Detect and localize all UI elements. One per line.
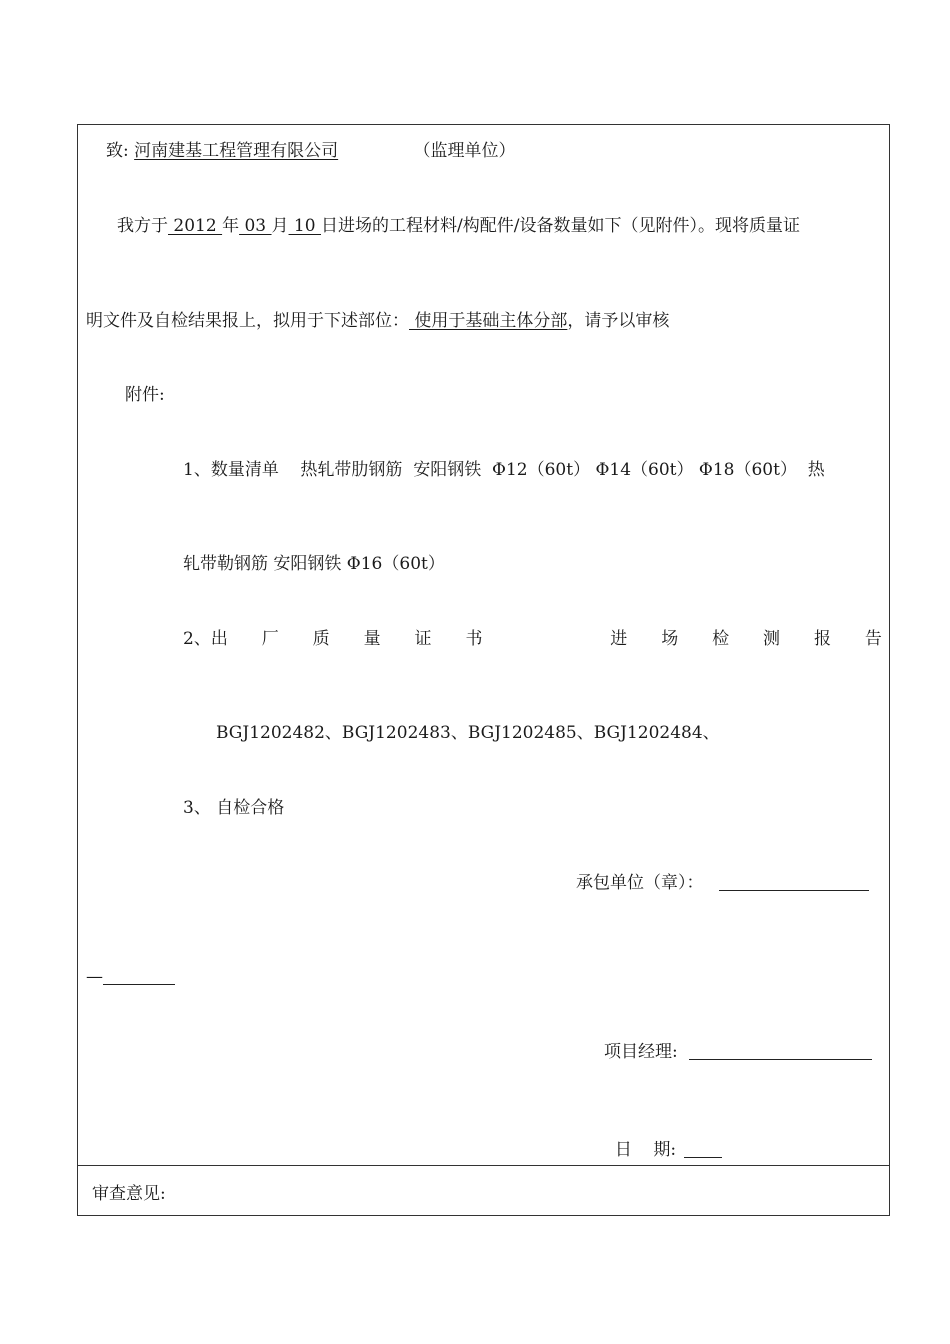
stray-blank: [103, 966, 175, 985]
stray-mark: —: [86, 967, 103, 987]
year-unit: 年: [222, 216, 240, 236]
item2-char: 厂: [261, 629, 279, 649]
recipient-role: （监理单位）: [413, 141, 516, 161]
attachments-label: 附件:: [125, 385, 165, 405]
attachment-item-1-line-1: 1、数量清单 热轧带肋钢筋 安阳钢铁 Φ12（60t） Φ14（60t） Φ18（60t） 热: [183, 460, 825, 480]
item2-char: 量: [363, 629, 381, 649]
date-line: [604, 1114, 722, 1162]
manager-line: [604, 1040, 872, 1064]
usage-suffix: ，请予以审核: [567, 311, 670, 331]
item2-char: 证: [414, 629, 432, 649]
item2-char: 2、出: [183, 629, 228, 649]
recipient-line: [106, 139, 516, 163]
intro-line-1: [117, 214, 800, 238]
date-label: 日 期:: [614, 1140, 677, 1160]
item2-char: 进: [610, 629, 628, 649]
intro-prefix: 我方于: [117, 216, 168, 236]
review-divider: [77, 1165, 890, 1166]
contractor-label: 承包单位（章）：: [576, 873, 704, 893]
intro-line-2: [86, 309, 669, 333]
item2-gap: [516, 627, 576, 651]
entry-day: 10: [288, 216, 321, 236]
item2-char: 告: [864, 629, 882, 649]
usage-prefix: 明文件及自检结果报上，拟用于下述部位：: [86, 311, 409, 331]
item2-char: 场: [661, 629, 679, 649]
month-unit: 月: [271, 216, 289, 236]
attachment-item-2-line-1: [183, 627, 882, 651]
manager-label: 项目经理:: [604, 1042, 678, 1062]
intro-suffix: 日进场的工程材料/构配件/设备数量如下（见附件）。现将质量证: [320, 216, 800, 236]
attachment-item-3: 3、 自检合格: [183, 798, 285, 818]
entry-year: 2012: [168, 216, 223, 236]
usage-location: 使用于基础主体分部: [409, 311, 568, 331]
review-label: 审查意见:: [92, 1184, 166, 1204]
item2-char: 检: [712, 629, 730, 649]
date-blank: [684, 1139, 722, 1158]
item2-char: 书: [465, 629, 483, 649]
item2-char: 质: [312, 629, 330, 649]
manager-blank: [689, 1041, 872, 1060]
contractor-blank: [719, 872, 869, 891]
contractor-line: [576, 871, 869, 895]
item2-char: 报: [813, 629, 831, 649]
attachment-item-1-line-2: 轧带勒钢筋 安阳钢铁 Φ16（60t）: [183, 554, 445, 574]
recipient-name: 河南建基工程管理有限公司: [134, 141, 339, 161]
to-label: 致:: [106, 141, 129, 161]
attachment-item-2-line-2: BGJ1202482、BGJ1202483、BGJ1202485、BGJ1202484、: [216, 723, 720, 743]
item2-char: 测: [763, 629, 781, 649]
stray-line: [86, 965, 175, 989]
entry-month: 03: [239, 216, 272, 236]
